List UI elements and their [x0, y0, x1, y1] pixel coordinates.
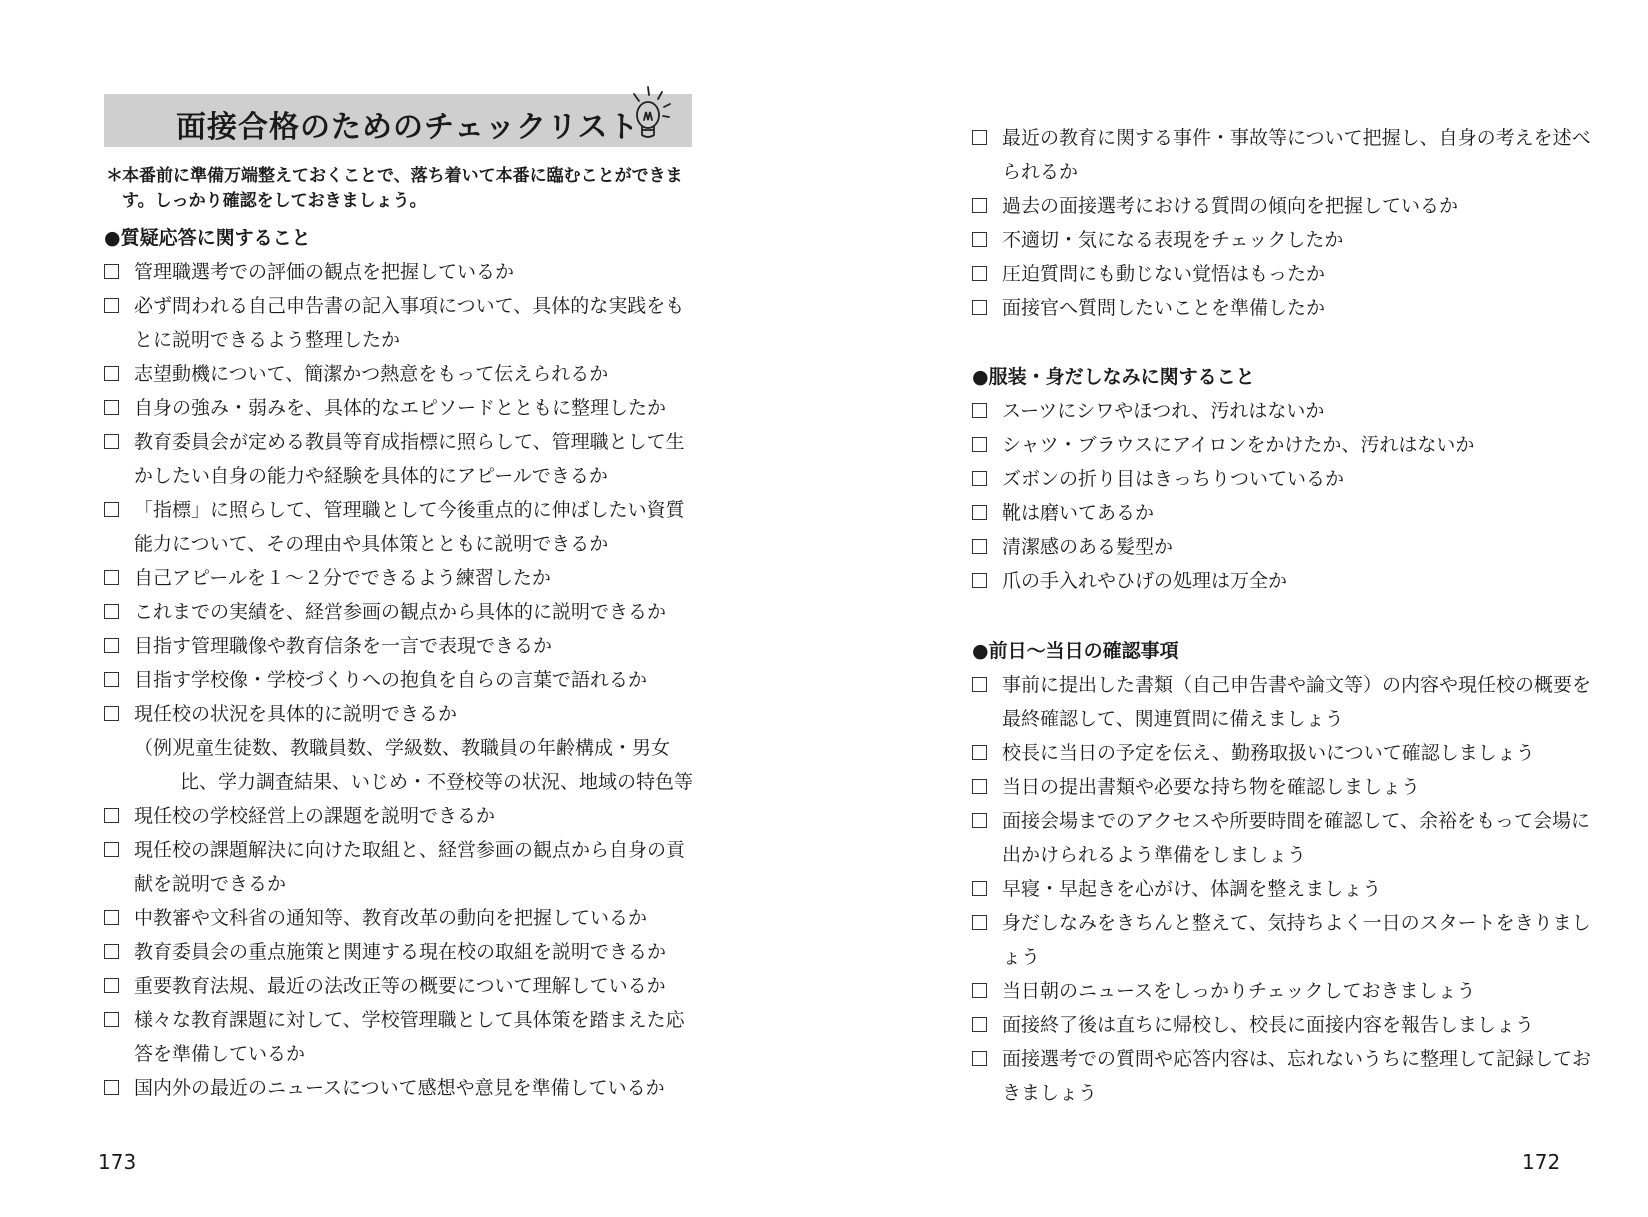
checkbox[interactable] — [104, 400, 119, 415]
checkbox[interactable] — [104, 366, 119, 381]
checklist-item: 中教審や文科省の通知等、教育改革の動向を把握しているか — [104, 901, 694, 935]
checklist-item: 面接会場までのアクセスや所要時間を確認して、余裕をもって会場に出かけられるよう準備をしましょう — [972, 804, 1592, 872]
checkbox[interactable] — [104, 264, 119, 279]
checklist-item: 現任校の学校経営上の課題を説明できるか — [104, 799, 694, 833]
checklist-item: 靴は磨いてあるか — [972, 496, 1592, 530]
checklist-item: 国内外の最近のニュースについて感想や意見を準備しているか — [104, 1071, 694, 1105]
checkbox[interactable] — [972, 1017, 987, 1032]
checklist-item: 目指す学校像・学校づくりへの抱負を自らの言葉で語れるか — [104, 663, 694, 697]
checkbox[interactable] — [972, 505, 987, 520]
right-page — [824, 0, 1648, 1217]
checkbox[interactable] — [972, 779, 987, 794]
checkbox[interactable] — [104, 944, 119, 959]
section-heading-qa: ●質疑応答に関すること — [104, 227, 311, 249]
checkbox[interactable] — [972, 300, 987, 315]
checkbox[interactable] — [104, 672, 119, 687]
checklist-item: 最近の教育に関する事件・事故等について把握し、自身の考えを述べられるか — [972, 121, 1592, 189]
checklist-item: 校長に当日の予定を伝え、勤務取扱いについて確認しましょう — [972, 736, 1592, 770]
checklist-item: 当日朝のニュースをしっかりチェックしておきましょう — [972, 974, 1592, 1008]
checkbox[interactable] — [972, 471, 987, 486]
checkbox[interactable] — [972, 881, 987, 896]
checkbox[interactable] — [972, 232, 987, 247]
checklist-item: スーツにシワやほつれ、汚れはないか — [972, 394, 1592, 428]
checklist-item: ズボンの折り目はきっちりついているか — [972, 462, 1592, 496]
checklist-item: 管理職選考での評価の観点を把握しているか — [104, 255, 694, 289]
checkbox[interactable] — [972, 573, 987, 588]
checklist-item: 面接官へ質問したいことを準備したか — [972, 291, 1592, 325]
checkbox[interactable] — [104, 808, 119, 823]
checkbox[interactable] — [104, 434, 119, 449]
section-heading-attire: ●服装・身だしなみに関すること — [972, 366, 1255, 388]
checklist-item: 重要教育法規、最近の法改正等の概要について理解しているか — [104, 969, 694, 1003]
checklist-item: 面接終了後は直ちに帰校し、校長に面接内容を報告しましょう — [972, 1008, 1592, 1042]
checklist-item: 当日の提出書類や必要な持ち物を確認しましょう — [972, 770, 1592, 804]
checklist-item: 面接選考での質問や応答内容は、忘れないうちに整理して記録しておきましょう — [972, 1042, 1592, 1110]
checkbox[interactable] — [972, 677, 987, 692]
checkbox[interactable] — [104, 604, 119, 619]
checklist-item: 「指標」に照らして、管理職として今後重点的に伸ばしたい資質能力について、その理由や具体策とともに説明できるか — [104, 493, 694, 561]
checkbox[interactable] — [104, 502, 119, 517]
checklist-item: 教育委員会が定める教員等育成指標に照らして、管理職として生かしたい自身の能力や経験を具体的にアピールできるか — [104, 425, 694, 493]
checkbox[interactable] — [972, 539, 987, 554]
checklist-item: 様々な教育課題に対して、学校管理職として具体策を踏まえた応答を準備しているか — [104, 1003, 694, 1071]
checkbox[interactable] — [104, 1080, 119, 1095]
checkbox[interactable] — [972, 266, 987, 281]
title-banner — [104, 94, 692, 147]
checkbox[interactable] — [104, 638, 119, 653]
checklist-item: シャツ・ブラウスにアイロンをかけたか、汚れはないか — [972, 428, 1592, 462]
section-heading-day-before: ●前日～当日の確認事項 — [972, 640, 1179, 662]
lightbulb-icon — [624, 84, 676, 146]
checkbox[interactable] — [104, 978, 119, 993]
checklist-item: 自己アピールを１～２分でできるよう練習したか — [104, 561, 694, 595]
example-text: 児童生徒数、教職員数、学級数、教職員の年齢構成・男女比、学力調査結果、いじめ・不登校等の状況、地域の特色等 — [176, 737, 694, 793]
checkbox[interactable] — [972, 983, 987, 998]
checkbox[interactable] — [104, 910, 119, 925]
checklist-item: 現任校の課題解決に向けた取組と、経営参画の観点から自身の貢献を説明できるか — [104, 833, 694, 901]
checkbox[interactable] — [972, 130, 987, 145]
checklist-item: 現任校の状況を具体的に説明できるか — [104, 697, 694, 731]
example-label: （例） — [134, 737, 192, 759]
checklist-item: これまでの実績を、経営参画の観点から具体的に説明できるか — [104, 595, 694, 629]
checkbox[interactable] — [972, 198, 987, 213]
page-number: 173 — [98, 1150, 137, 1174]
asterisk-mark: ＊ — [106, 166, 123, 186]
checkbox[interactable] — [972, 915, 987, 930]
example-note — [104, 731, 694, 799]
intro-note — [106, 164, 706, 214]
checkbox[interactable] — [972, 813, 987, 828]
checklist-item: 事前に提出した書類（自己申告書や論文等）の内容や現任校の概要を最終確認して、関連質問に備えましょう — [972, 668, 1592, 736]
checklist-item: 圧迫質問にも動じない覚悟はもったか — [972, 257, 1592, 291]
checklist-item: 不適切・気になる表現をチェックしたか — [972, 223, 1592, 257]
checklist-item: 過去の面接選考における質問の傾向を把握しているか — [972, 189, 1592, 223]
checkbox[interactable] — [972, 403, 987, 418]
checklist-item: 目指す管理職像や教育信条を一言で表現できるか — [104, 629, 694, 663]
checkbox[interactable] — [104, 706, 119, 721]
checkbox[interactable] — [104, 1012, 119, 1027]
page-title: 面接合格のためのチェックリスト — [176, 110, 640, 145]
checkbox[interactable] — [104, 842, 119, 857]
checklist-item: 爪の手入れやひげの処理は万全か — [972, 564, 1592, 598]
checklist-item: 自身の強み・弱みを、具体的なエピソードとともに整理したか — [104, 391, 694, 425]
checklist-item: 身だしなみをきちんと整えて、気持ちよく一日のスタートをきりましょう — [972, 906, 1592, 974]
checkbox[interactable] — [104, 570, 119, 585]
checklist-item: 必ず問われる自己申告書の記入事項について、具体的な実践をもとに説明できるよう整理したか — [104, 289, 694, 357]
checklist-item: 教育委員会の重点施策と関連する現在校の取組を説明できるか — [104, 935, 694, 969]
checklist-item: 志望動機について、簡潔かつ熱意をもって伝えられるか — [104, 357, 694, 391]
checkbox[interactable] — [972, 745, 987, 760]
checkbox[interactable] — [972, 437, 987, 452]
checkbox[interactable] — [972, 1051, 987, 1066]
intro-text: 本番前に準備万端整えておくことで、落ち着いて本番に臨むことができます。しっかり確認をしておきましょう。 — [122, 166, 683, 211]
page-number: 172 — [1522, 1150, 1561, 1174]
checkbox[interactable] — [104, 298, 119, 313]
checklist-item: 早寝・早起きを心がけ、体調を整えましょう — [972, 872, 1592, 906]
checklist-item: 清潔感のある髪型か — [972, 530, 1592, 564]
